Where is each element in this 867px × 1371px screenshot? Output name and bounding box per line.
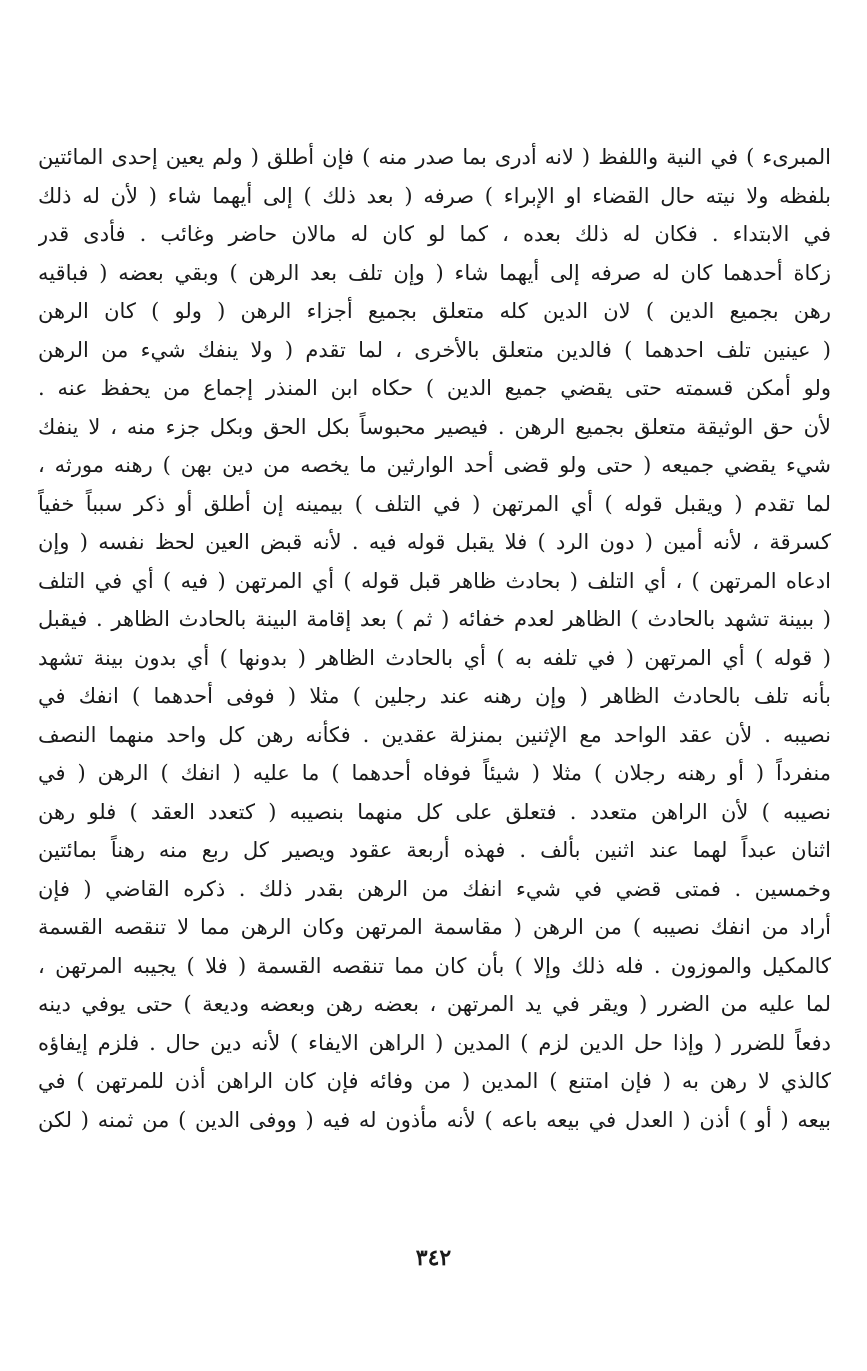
text-line: نصيبه ) لأن الراهن متعدد . فتعلق على كل منهما بنصيبه ( كتعدد العقد ) فلو رهن [38,799,831,824]
text-line: نصيبه . لأن عقد الواحد مع الإثنين بمنزلة عقدين . فكأنه رهن كل واحد منهما النصف [38,722,831,747]
text-line: زكاة أحدهما كان له صرفه إلى أيهما شاء ( وإن تلف بعد الرهن ) وبقي بعضه ( فباقيه [38,260,831,285]
text-line: أراد من انفك نصيبه ) من الرهن ( مقاسمة المرتهن وكان الرهن مما لا تنقصه القسمة [38,915,831,939]
text-line: ولو أمكن قسمته حتى يقضي جميع الدين ) حكاه ابن المنذر إجماع من يحفظ عنه . [38,376,831,400]
text-line: ( عينين تلف احدهما ) فالدين متعلق بالأخرى ، لما تقدم ( ولا ينفك شيء من الرهن [38,337,831,362]
document-body [38,138,831,1139]
text-line: شيء يقضي جميعه ( حتى ولو قضى أحد الوارثين ما يخصه من دين بهن ) رهنه مورثه ، [38,453,831,477]
text-line: كالذي لا رهن به ( فإن امتنع ) المدين ( من وفائه فإن كان الراهن أذن للمرتهن ) في [38,1069,831,1093]
text-line: اثنان عبداً لهما عند اثنين بألف . فهذه أربعة عقود ويصير كل ربع منه رهناً بمائتين [38,838,831,862]
text-line: بأنه تلف بالحادث الظاهر ( وإن رهنه عند رجلين ) مثلا ( فوفى أحدهما ) انفك في [38,684,831,708]
text-line: لما عليه من الضرر ( ويقر في يد المرتهن ، بعضه رهن وبعضه وديعة ) حتى يوفي دينه [38,992,831,1016]
text-line: ادعاه المرتهن ) ، أي التلف ( بحادث ظاهر قبل قوله ) أي المرتهن ( فيه ) أي في التلف [38,568,831,593]
text-line: ( قوله ) أي المرتهن ( في تلفه به ) أي بالحادث الظاهر ( بدونها ) أي بدون بينة تشهد [38,645,831,670]
text-line: منفرداً ( أو رهنه رجلان ) مثلا ( شيئاً فوفاه أحدهما ) ما عليه ( انفك ) الرهن ( في [38,761,831,785]
page-number: ٣٤٢ [415,1245,452,1271]
text-line: لما تقدم ( ويقبل قوله ) أي المرتهن ( في التلف ) بيمينه إن أطلق أو ذكر سبباً خفياً [38,491,831,516]
text-line: في الابتداء . فكان له ذلك بعده ، كما لو كان له مالان حاضر وغائب . فأدى قدر [38,222,831,246]
text-line: ( ببينة تشهد بالحادث ) الظاهر لعدم خفائه ( ثم ) بعد إقامة البينة بالحادث الظاهر . فيقبل [38,607,831,631]
text-line: وخمسين . فمتى قضي في شيء انفك من الرهن بقدر ذلك . ذكره القاضي ( فإن [38,876,831,901]
text-line: لأن حق الوثيقة متعلق بجميع الرهن . فيصير محبوساً بكل الحق وبكل جزء منه ، لا ينفك [38,414,831,439]
text-line: كسرقة ، لأنه أمين ( دون الرد ) فلا يقبل قوله فيه . لأنه قبض العين لحظ نفسه ( وإن [38,530,831,554]
text-line: رهن بجميع الدين ) لان الدين كله متعلق بجميع أجزاء الرهن ( ولو ) كان الرهن [38,299,831,323]
text-line: المبرىء ) في النية واللفظ ( لانه أدرى بما صدر منه ) فإن أطلق ( ولم يعين إحدى المائتين [38,145,831,169]
text-line: بلفظه ولا نيته حال القضاء او الإبراء ) صرفه ( بعد ذلك ) إلى أيهما شاء ( لأن له ذلك [38,183,831,208]
text-line: دفعاً للضرر ( وإذا حل الدين لزم ) المدين ( الراهن الايفاء ) لأنه دين حال . فلزم إيفاؤه [38,1030,831,1055]
text-line: بيعه ( أو ) أذن ( العدل في بيعه باعه ) لأنه مأذون له فيه ( ووفى الدين ) من ثمنه ( لكن [38,1107,831,1132]
text-line: كالمكيل والموزون . فله ذلك وإلا ) بأن كان مما تنقصه القسمة ( فلا ) يجيبه المرتهن ، [38,953,831,978]
